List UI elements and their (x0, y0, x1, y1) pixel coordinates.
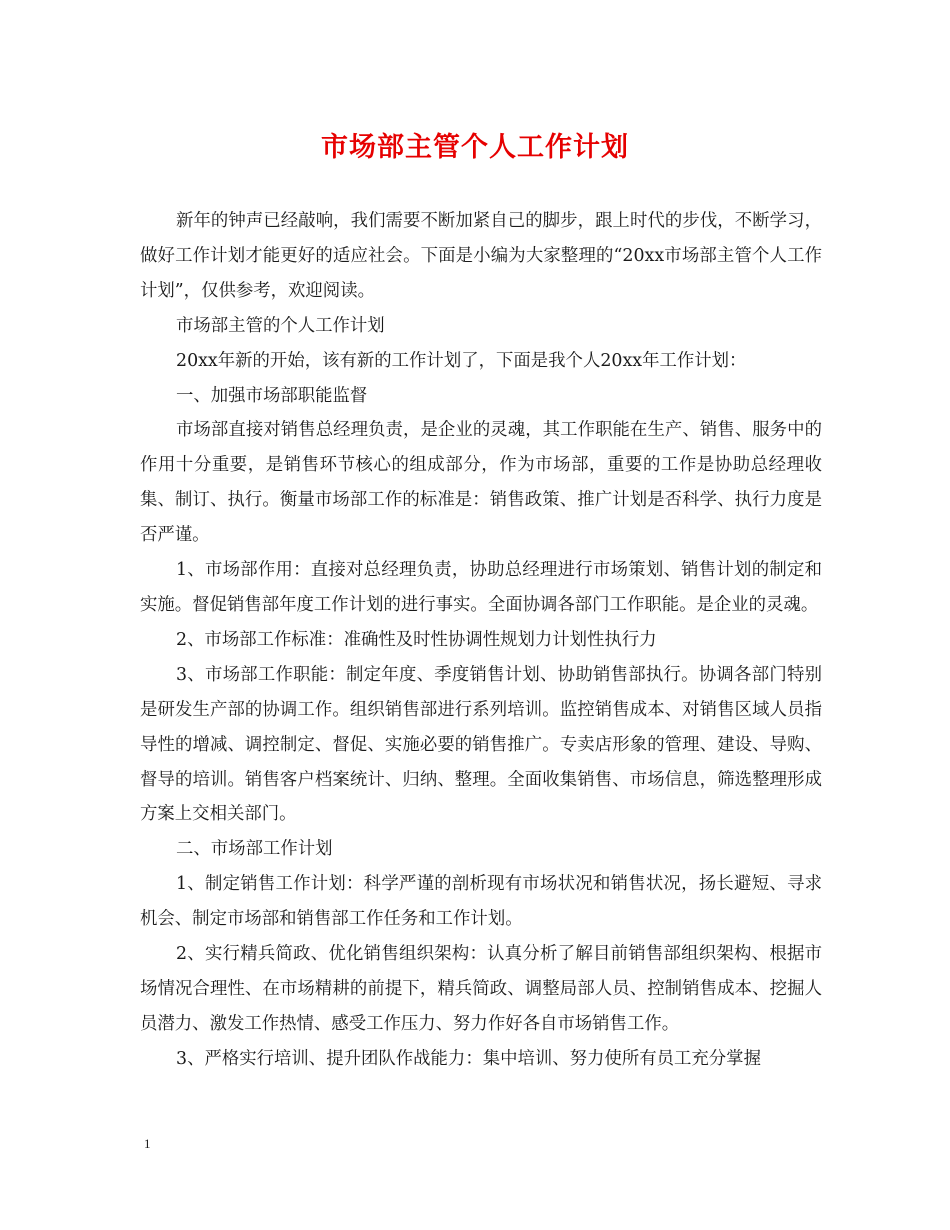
list-item: 3、严格实行培训、提升团队作战能力：集中培训、努力使所有员工充分掌握 (176, 1048, 761, 1069)
document-body (140, 204, 822, 1077)
list-item: 1、制定销售工作计划：科学严谨的剖析现有市场状况和销售状况，扬长避短、寻求机会、制定市场部和销售部工作任务和工作计划。 (140, 874, 822, 930)
list-item: 3、市场部工作职能：制定年度、季度销售计划、协助销售部执行。协调各部门特别是研发生产部的协调工作。组织销售部进行系列培训。监控销售成本、对销售区域人员指导性的增减、调控制定、督促、实施必要的销售推广。专卖店形象的管理、建设、导购、督导的培训。销售客户档案统计、归纳、整理。全面收集销售、市场信息，筛选整理形成方案上交相关部门。 (140, 664, 822, 825)
document-title: 市场部主管个人工作计划 (321, 132, 629, 163)
page-number: 1 (144, 1136, 151, 1151)
paragraph-intro: 新年的钟声已经敲响，我们需要不断加紧自己的脚步，跟上时代的步伐，不断学习，做好工作计划才能更好的适应社会。下面是小编为大家整理的“20xx市场部主管个人工作计划”，仅供参考，欢迎阅读。 (140, 211, 822, 301)
section-heading-1: 一、加强市场部职能监督 (176, 385, 368, 406)
list-item: 1、市场部作用：直接对总经理负责，协助总经理进行市场策划、销售计划的制定和实施。督促销售部年度工作计划的进行事实。全面协调各部门工作职能。是企业的灵魂。 (140, 560, 822, 615)
paragraph: 20xx年新的开始，该有新的工作计划了，下面是我个人20xx年工作计划： (176, 350, 747, 371)
list-item: 2、实行精兵简政、优化销售组织架构：认真分析了解目前销售部组织架构、根据市场情况合理性、在市场精耕的前提下，精兵简政、调整局部人员、控制销售成本、挖掘人员潜力、激发工作热情、感受工作压力、努力作好各自市场销售工作。 (140, 944, 822, 1034)
section-heading-2: 二、市场部工作计划 (176, 839, 333, 860)
paragraph: 市场部直接对销售总经理负责，是企业的灵魂，其工作职能在生产、销售、服务中的作用十分重要，是销售环节核心的组成部分，作为市场部，重要的工作是协助总经理收集、制订、执行。衡量市场部工作的标准是：销售政策、推广计划是否科学、执行力度是否严谨。 (140, 420, 822, 546)
list-item: 2、市场部工作标准：准确性及时性协调性规划力计划性执行力 (176, 629, 657, 650)
paragraph-subtitle: 市场部主管的个人工作计划 (176, 315, 385, 336)
